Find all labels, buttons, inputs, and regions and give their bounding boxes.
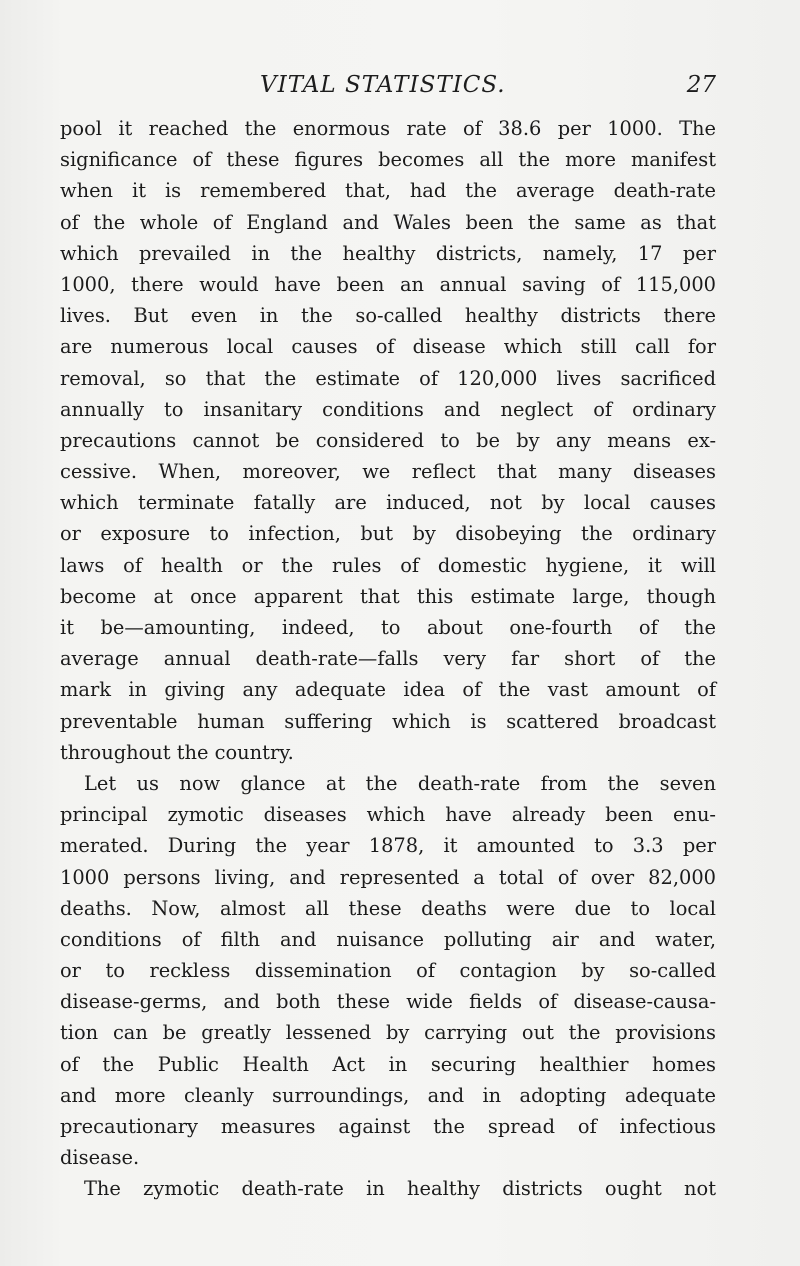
paragraph-start-line: The zymotic death-rate in healthy districts ought not	[84, 1177, 716, 1201]
text-line: or to reckless dissemination of contagion by so-called	[60, 959, 716, 983]
text-line: it be—amounting, indeed, to about one-fourth of the	[60, 616, 716, 639]
text-line: are numerous local causes of disease which still call for	[60, 335, 716, 359]
text-line: disease-germs, and both these wide fields of disease-causa-	[60, 990, 716, 1014]
text-line: significance of these figures becomes all the more manifest	[60, 148, 716, 172]
text-line: precautionary measures against the spread of infectious	[60, 1115, 716, 1138]
text-line: cessive. When, moreover, we reflect that many diseases	[60, 460, 716, 484]
text-line: 1000 persons living, and represented a total of over 82,000	[60, 865, 716, 889]
text-line: removal, so that the estimate of 120,000 lives sacrificed	[60, 366, 716, 390]
text-line: laws of health or the rules of domestic hygiene, it will	[60, 553, 716, 577]
text-line: tion can be greatly lessened by carrying out the provisions	[60, 1021, 716, 1045]
page-header	[60, 72, 716, 102]
text-line: 1000, there would have been an annual saving of 115,000	[60, 272, 716, 296]
text-line: deaths. Now, almost all these deaths were due to local	[60, 896, 716, 920]
text-line: preventable human suffering which is scattered broadcast	[60, 709, 716, 733]
text-line: when it is remembered that, had the average death-rate	[60, 179, 716, 203]
page-number: 27	[686, 72, 716, 98]
text-line: pool it reached the enormous rate of 38.6 per 1000. The	[60, 117, 716, 140]
text-line: annually to insanitary conditions and neglect of ordinary	[60, 397, 716, 421]
running-title: VITAL STATISTICS.	[260, 72, 506, 98]
text-line: lives. But even in the so-called healthy districts there	[60, 304, 716, 328]
text-line: throughout the country.	[60, 740, 294, 764]
paragraph-start-line: Let us now glance at the death-rate from the seven	[84, 771, 716, 795]
text-line: which terminate fatally are induced, not by local causes	[60, 491, 716, 515]
text-line: principal zymotic diseases which have already been enu-	[60, 803, 716, 827]
body-text	[60, 113, 716, 1205]
text-line: of the whole of England and Wales been the same as that	[60, 210, 716, 234]
text-line: disease.	[60, 1146, 140, 1170]
text-line: mark in giving any adequate idea of the vast amount of	[60, 678, 716, 702]
text-line: average annual death-rate—falls very far short of the	[60, 647, 716, 671]
text-line: precautions cannot be considered to be by any means ex-	[60, 428, 716, 452]
text-line: of the Public Health Act in securing healthier homes	[60, 1052, 716, 1076]
text-line: and more cleanly surroundings, and in adopting adequate	[60, 1083, 716, 1107]
text-line: which prevailed in the healthy districts, namely, 17 per	[60, 241, 716, 265]
text-line: become at once apparent that this estimate large, though	[60, 584, 716, 608]
text-line: conditions of filth and nuisance polluting air and water,	[60, 927, 716, 951]
text-line: merated. During the year 1878, it amounted to 3.3 per	[60, 834, 716, 858]
text-line: or exposure to infection, but by disobeying the ordinary	[60, 522, 716, 546]
